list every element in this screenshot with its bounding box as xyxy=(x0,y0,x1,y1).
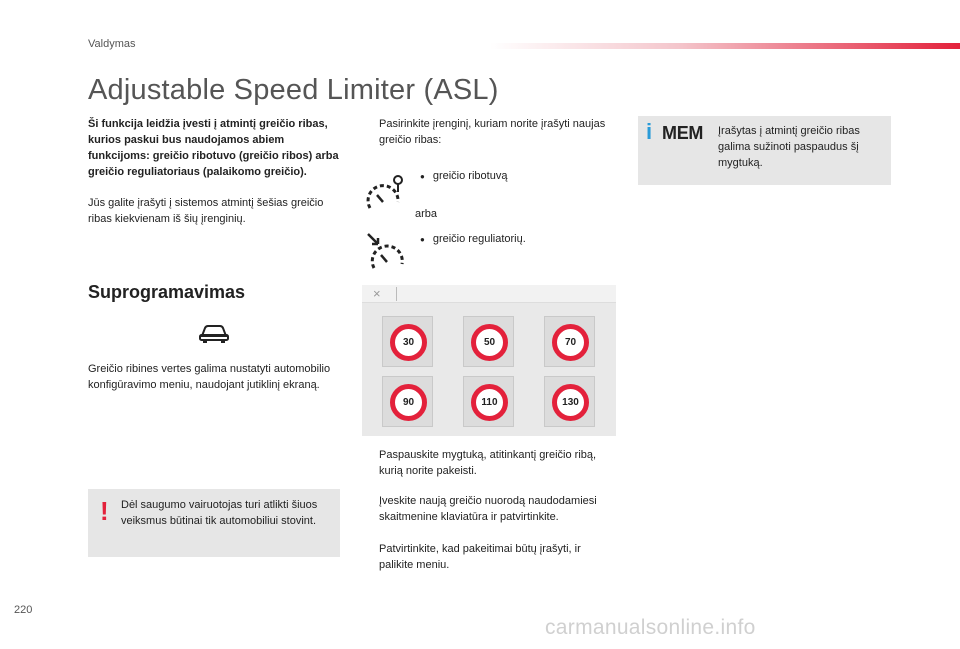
toolbar-divider xyxy=(396,287,397,301)
programming-text: Greičio ribines vertes galima nustatyti automobilio konfigūravimo meniu, naudojant jutiklinį ekraną. xyxy=(88,363,331,391)
warning-icon: ! xyxy=(100,496,109,526)
speed-button-4[interactable] xyxy=(382,376,433,427)
page-title: Adjustable Speed Limiter (ASL) xyxy=(88,74,499,106)
info-icon: i xyxy=(646,119,653,144)
section-label: Valdymas xyxy=(88,38,136,50)
speed-limiter-icon xyxy=(364,172,408,216)
option-regulator: ● greičio reguliatorių. xyxy=(420,233,526,245)
watermark: carmanualsonline.info xyxy=(545,616,756,639)
header-gradient-bar xyxy=(490,43,960,49)
cruise-control-icon xyxy=(364,230,408,274)
speed-limit-sign-icon: 90 xyxy=(390,384,427,421)
speed-limit-sign-icon: 30 xyxy=(390,324,427,361)
touchscreen-toolbar xyxy=(362,285,616,303)
speed-button-2[interactable] xyxy=(463,316,514,367)
step-confirm: Patvirtinkite, kad pakeitimai būtų įrašyti, ir palikite meniu. xyxy=(379,543,581,571)
warning-text: Dėl saugumo vairuotojas turi atlikti šiuos veiksmus būtinai tik automobiliui stovint. xyxy=(121,499,318,527)
step-select-device: Pasirinkite įrenginį, kuriam norite įrašyti naujas greičio ribas: xyxy=(379,118,606,146)
option-limiter: ● greičio ribotuvą xyxy=(420,170,508,182)
step-press-button: Paspauskite mygtuką, atitinkantį greičio ribą, kurią norite pakeisti. xyxy=(379,449,597,477)
or-text: arba xyxy=(415,208,438,220)
speed-limit-sign-icon: 130 xyxy=(552,384,589,421)
speed-button-6[interactable] xyxy=(544,376,595,427)
speed-button-5[interactable] xyxy=(463,376,514,427)
speed-limit-sign-icon: 70 xyxy=(552,324,589,361)
intro-body-text: Jūs galite įrašyti į sistemos atmintį šešias greičio ribas kiekvienam iš šių įrenginių. xyxy=(88,197,324,225)
speed-button-3[interactable] xyxy=(544,316,595,367)
speed-limit-sign-icon: 50 xyxy=(471,324,508,361)
mem-button-icon: MEM xyxy=(662,123,704,143)
intro-bold-text: Ši funkcija leidžia įvesti į atmintį greičio ribas, kurios paskui bus naudojamos abiem funkcijoms: greičio ribotuvo (greičio ribos) arba greičio reguliatoriaus (palaikomo greičio). xyxy=(88,118,339,178)
page-number: 220 xyxy=(14,604,33,616)
speed-button-1[interactable] xyxy=(382,316,433,367)
speed-limit-sign-icon: 110 xyxy=(471,384,508,421)
section-title-programming: Suprogramavimas xyxy=(88,282,246,302)
info-text: Įrašytas į atmintį greičio ribas galima sužinoti paspaudus šį mygtuką. xyxy=(718,125,860,169)
step-enter-value: Įveskite naują greičio nuorodą naudodamiesi skaitmenine klaviatūra ir patvirtinkite. xyxy=(379,495,597,523)
close-icon[interactable]: × xyxy=(373,286,381,301)
car-icon xyxy=(198,322,230,344)
